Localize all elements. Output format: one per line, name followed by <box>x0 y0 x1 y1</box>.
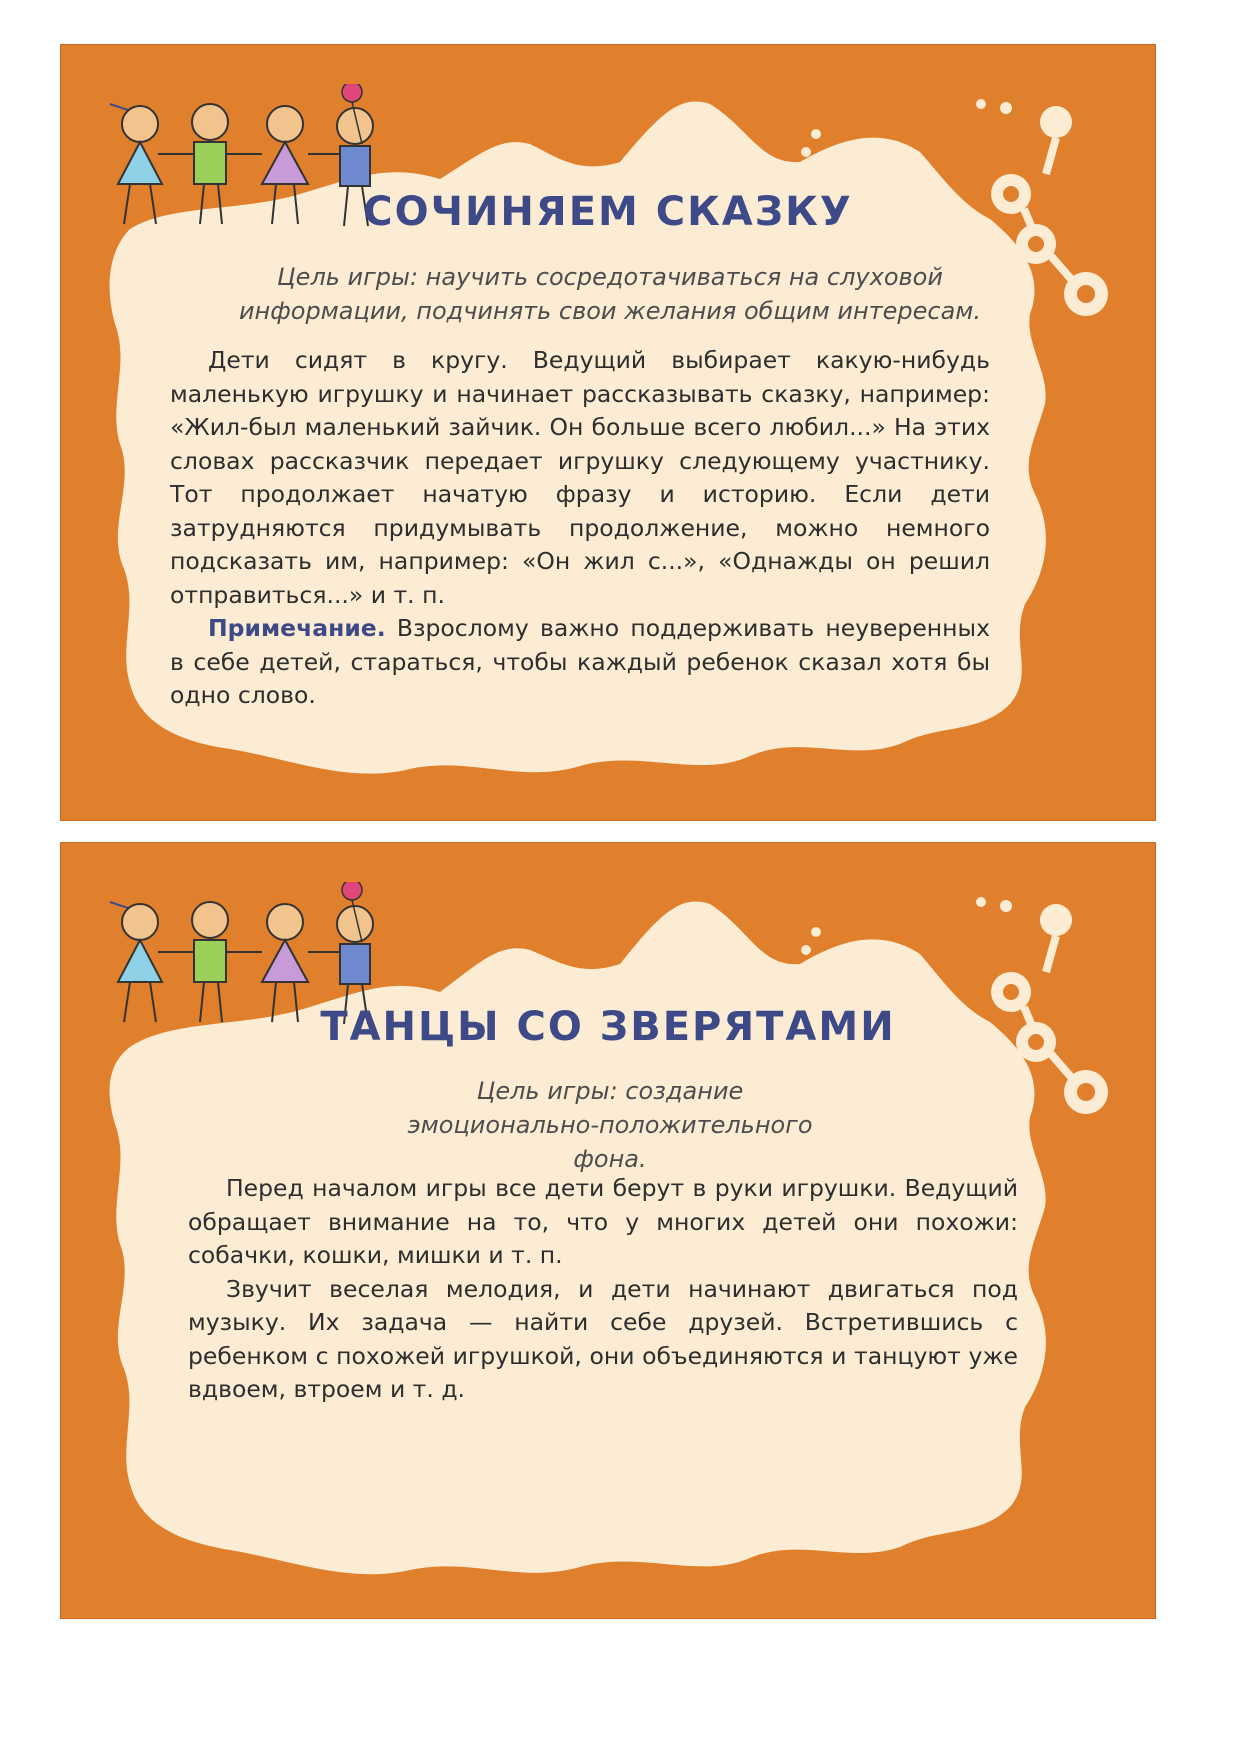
game-card-1 <box>60 44 1156 821</box>
paragraph: Звучит веселая мелодия, и дети начинают двигаться под музыку. Их задача — найти себе друзей. Встретившись с ребенком с похожей игрушкой, они объединяются и танцуют уже вдвоем, втроем и т. д. <box>188 1274 1018 1403</box>
game-goal: Цель игры: научить сосредотачиваться на слуховой информации, подчинять свои желания общим интересам. <box>238 263 982 325</box>
card-title: СОЧИНЯЕМ СКАЗКУ <box>363 189 853 235</box>
note-text: Взрослому важно поддерживать неуверенных в себе детей, стараться, чтобы каждый ребенок сказал хотя бы одно слово. <box>170 614 990 709</box>
game-goal: Цель игры: создание эмоционально-положительного фона. <box>407 1077 813 1173</box>
note-label: Примечание. <box>208 614 386 642</box>
game-description <box>188 1172 1018 1407</box>
note <box>170 612 990 713</box>
paragraph: Дети сидят в кругу. Ведущий выбирает какую-нибудь маленькую игрушку и начинает рассказывать сказку, например: «Жил-был маленький зайчик. Он больше всего любил...» На этих словах рассказчик передает игрушку следующему участнику. Тот продолжает начатую фразу и историю. Если дети затрудняются придумывать продолжение, можно немного подсказать им, например: «Он жил с...», «Однажды он решил отправиться...» и т. п. <box>170 346 990 609</box>
game-card-2 <box>60 842 1156 1619</box>
paragraph: Перед началом игры все дети берут в руки игрушки. Ведущий обращает внимание на то, что у многих детей они похожи: собачки, кошки, мишки и т. п. <box>188 1174 1018 1269</box>
game-description <box>170 344 990 713</box>
card-title: ТАНЦЫ СО ЗВЕРЯТАМИ <box>320 1004 896 1050</box>
